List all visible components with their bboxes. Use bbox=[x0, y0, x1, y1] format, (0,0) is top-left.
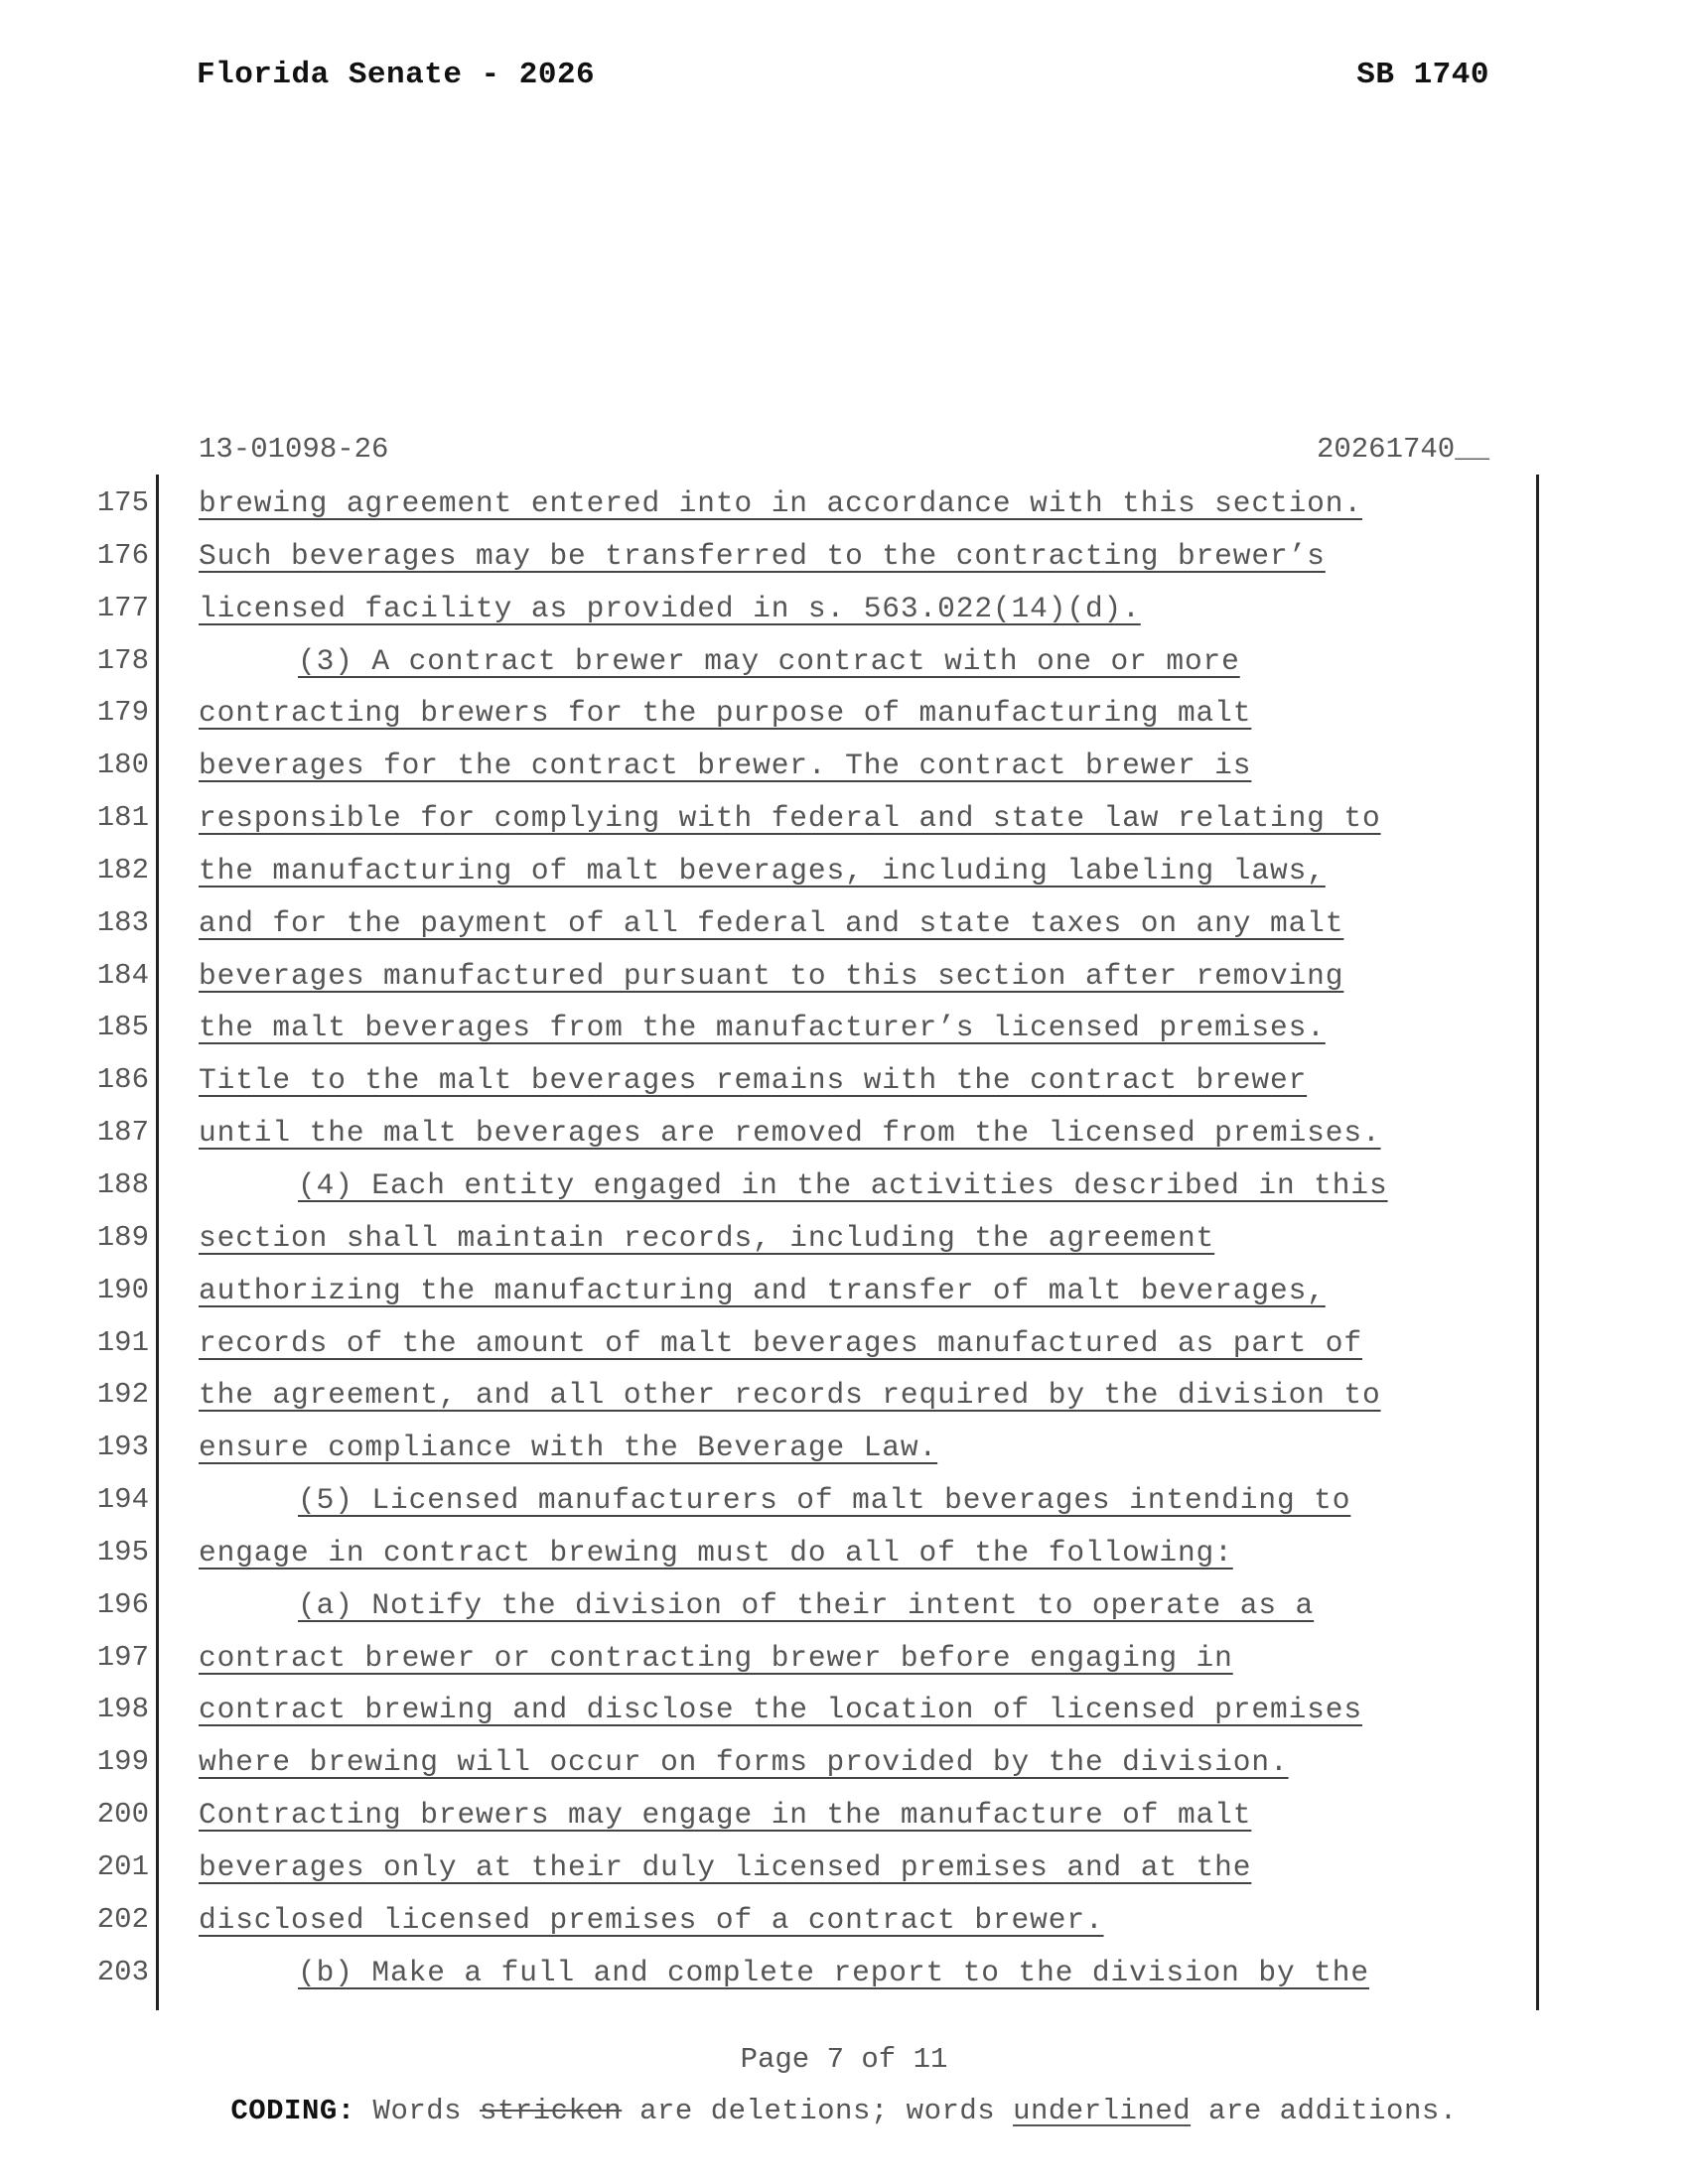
line-text: licensed facility as provided in s. 563.022(14)(d). bbox=[199, 591, 1141, 625]
line-text: contract brewer or contracting brewer before engaging in bbox=[199, 1640, 1233, 1675]
coding-underlined-example: underlined bbox=[1013, 2095, 1192, 2127]
line-text: (4) Each entity engaged in the activities described in this bbox=[298, 1167, 1388, 1202]
coding-legend bbox=[0, 2095, 1688, 2127]
line-number: 180 bbox=[96, 749, 149, 782]
line-number: 187 bbox=[96, 1116, 149, 1150]
line-number: 183 bbox=[96, 905, 149, 939]
line-number: 188 bbox=[96, 1167, 149, 1201]
line-text: section shall maintain records, including the agreement bbox=[199, 1220, 1215, 1255]
line-text: until the malt beverages are removed from the licensed premises. bbox=[199, 1116, 1381, 1151]
line-text: and for the payment of all federal and state taxes on any malt bbox=[199, 905, 1344, 940]
bill-line bbox=[0, 1059, 1688, 1112]
line-number: 199 bbox=[96, 1745, 149, 1779]
bill-line bbox=[0, 1532, 1688, 1584]
bill-line bbox=[0, 588, 1688, 640]
bill-line bbox=[0, 902, 1688, 955]
bill-line bbox=[0, 482, 1688, 535]
line-number: 182 bbox=[96, 853, 149, 887]
coding-text-1: Words bbox=[354, 2095, 480, 2127]
bill-line bbox=[0, 850, 1688, 902]
line-text: where brewing will occur on forms provided by the division. bbox=[199, 1745, 1289, 1780]
line-text: beverages manufactured pursuant to this section after removing bbox=[199, 958, 1344, 993]
coding-stricken-example: stricken bbox=[479, 2095, 623, 2127]
line-number: 194 bbox=[96, 1483, 149, 1517]
line-number: 177 bbox=[96, 591, 149, 624]
coding-text-3: are additions. bbox=[1191, 2095, 1458, 2127]
line-number: 175 bbox=[96, 486, 149, 519]
bill-text-body bbox=[0, 482, 1688, 2003]
line-text: beverages for the contract brewer. The contract brewer is bbox=[199, 749, 1252, 783]
line-text: (a) Notify the division of their intent to operate as a bbox=[298, 1587, 1315, 1622]
line-number: 190 bbox=[96, 1273, 149, 1306]
line-number: 196 bbox=[96, 1587, 149, 1621]
line-number: 192 bbox=[96, 1378, 149, 1412]
line-number: 202 bbox=[96, 1902, 149, 1936]
line-text: records of the amount of malt beverages manufactured as part of bbox=[199, 1325, 1362, 1360]
bill-line bbox=[0, 797, 1688, 850]
line-text: contract brewing and disclose the location of licensed premises bbox=[199, 1693, 1362, 1727]
line-number: 189 bbox=[96, 1220, 149, 1254]
coding-text-2: are deletions; words bbox=[622, 2095, 1014, 2127]
bill-line bbox=[0, 1689, 1688, 1741]
line-number: 186 bbox=[96, 1063, 149, 1097]
bill-line bbox=[0, 1741, 1688, 1794]
bill-line bbox=[0, 1217, 1688, 1270]
bill-line bbox=[0, 1270, 1688, 1322]
line-text: the manufacturing of malt beverages, including labeling laws, bbox=[199, 853, 1326, 887]
line-number: 193 bbox=[96, 1431, 149, 1464]
line-text: engage in contract brewing must do all of the following: bbox=[199, 1535, 1233, 1570]
line-number: 197 bbox=[96, 1640, 149, 1674]
line-number: 195 bbox=[96, 1535, 149, 1569]
line-text: (3) A contract brewer may contract with one or more bbox=[298, 643, 1240, 678]
bill-line bbox=[0, 1007, 1688, 1059]
line-number: 198 bbox=[96, 1693, 149, 1726]
bill-line bbox=[0, 692, 1688, 745]
bill-line bbox=[0, 745, 1688, 797]
bill-line bbox=[0, 1637, 1688, 1690]
line-text: Title to the malt beverages remains with the contract brewer bbox=[199, 1063, 1308, 1098]
line-text: responsible for complying with federal and state law relating to bbox=[199, 801, 1381, 836]
line-text: authorizing the manufacturing and transfer of malt beverages, bbox=[199, 1273, 1326, 1307]
bill-number: SB 1740 bbox=[1356, 58, 1489, 92]
line-text: contracting brewers for the purpose of manufacturing malt bbox=[199, 696, 1252, 731]
bill-line bbox=[0, 640, 1688, 693]
line-number: 200 bbox=[96, 1798, 149, 1832]
line-number: 184 bbox=[96, 958, 149, 992]
bill-line bbox=[0, 1952, 1688, 2004]
line-text: the malt beverages from the manufacturer’s licensed premises. bbox=[199, 1011, 1326, 1045]
line-text: beverages only at their duly licensed premises and at the bbox=[199, 1849, 1252, 1884]
bill-line bbox=[0, 1112, 1688, 1164]
line-text: the agreement, and all other records required by the division to bbox=[199, 1378, 1381, 1413]
line-text: disclosed licensed premises of a contract brewer. bbox=[199, 1902, 1104, 1937]
document-code: 20261740__ bbox=[1316, 433, 1489, 466]
line-number: 201 bbox=[96, 1849, 149, 1883]
line-number: 185 bbox=[96, 1011, 149, 1044]
line-text: ensure compliance with the Beverage Law. bbox=[199, 1431, 938, 1465]
bill-line bbox=[0, 1374, 1688, 1427]
bill-line bbox=[0, 1794, 1688, 1846]
line-number: 181 bbox=[96, 801, 149, 835]
bill-line bbox=[0, 1322, 1688, 1375]
page-number: Page 7 of 11 bbox=[740, 2043, 948, 2076]
line-number: 176 bbox=[96, 538, 149, 572]
bill-line bbox=[0, 1164, 1688, 1217]
bill-line bbox=[0, 1479, 1688, 1532]
document-id: 13-01098-26 bbox=[199, 433, 389, 466]
document-header-title: Florida Senate - 2026 bbox=[197, 58, 596, 92]
line-text: Contracting brewers may engage in the manufacture of malt bbox=[199, 1798, 1252, 1833]
line-number: 178 bbox=[96, 643, 149, 677]
line-text: brewing agreement entered into in accordance with this section. bbox=[199, 486, 1362, 520]
bill-line bbox=[0, 1427, 1688, 1479]
line-number: 191 bbox=[96, 1325, 149, 1359]
coding-label: CODING: bbox=[230, 2095, 355, 2127]
bill-line bbox=[0, 1846, 1688, 1899]
bill-line bbox=[0, 1584, 1688, 1637]
line-text: (5) Licensed manufacturers of malt beverages intending to bbox=[298, 1483, 1351, 1518]
line-number: 203 bbox=[96, 1955, 149, 1988]
line-text: (b) Make a full and complete report to the division by the bbox=[298, 1955, 1369, 1989]
bill-line bbox=[0, 955, 1688, 1008]
bill-line bbox=[0, 535, 1688, 588]
line-text: Such beverages may be transferred to the contracting brewer’s bbox=[199, 538, 1326, 573]
bill-line bbox=[0, 1899, 1688, 1952]
line-number: 179 bbox=[96, 696, 149, 730]
